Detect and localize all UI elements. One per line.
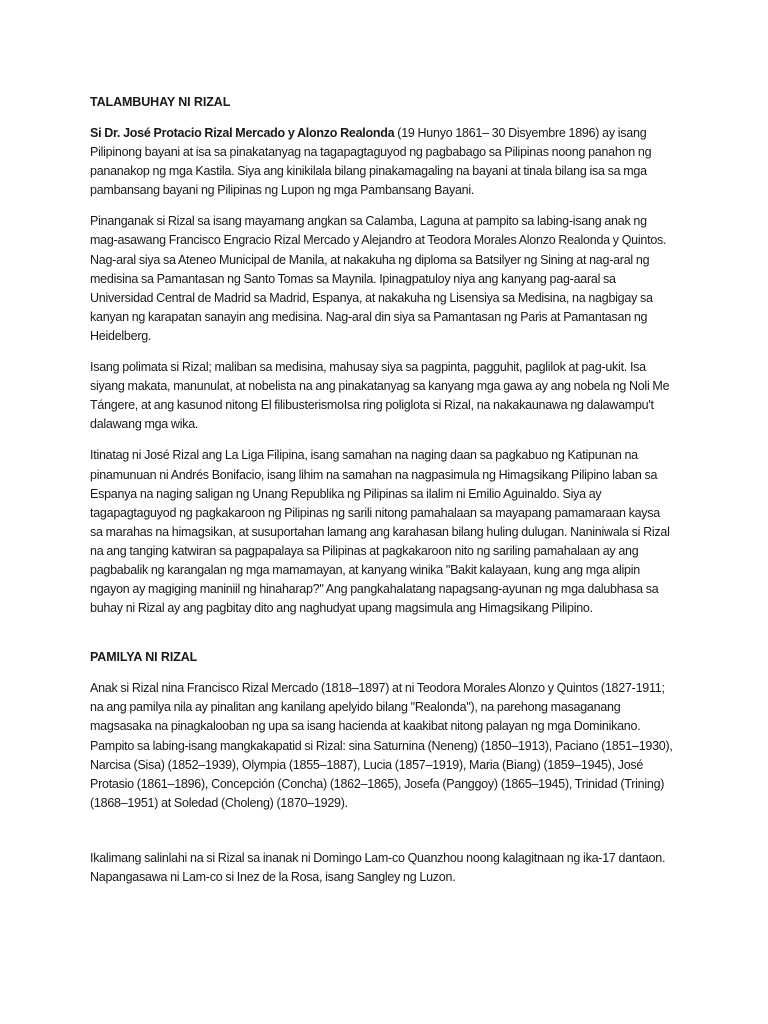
document-page xyxy=(90,93,675,899)
paragraph-ancestry: Ikalimang salinlahi na si Rizal sa inanak ni Domingo Lam-co Quanzhou noong kalagitnaan ng ika-17 dantaon. Napangasawa ni Lam-co si Inez de la Rosa, isang Sangley ng Luzon. xyxy=(90,850,666,884)
spacer xyxy=(90,825,675,849)
section-heading-talambuhay: TALAMBUHAY NI RIZAL xyxy=(90,95,231,109)
paragraph-intro xyxy=(90,124,675,200)
intro-bold-name: Si Dr. José Protacio Rizal Mercado y Alonzo Realonda xyxy=(90,126,395,140)
intro-rest: (19 Hunyo 1861– 30 Disyembre 1896) ay isang Pilipinong bayani at isa sa pinakatanyag na tagapagtaguyod ng pagbabago sa Pilipinas noong panahon ng pananakop ng mga Kastila. Siya ang kinikilala bilang pinakamagaling na bayani at tinala bilang isa sa mga pambansang bayani ng Pilipinas ng Lupon ng mga Pambansang Bayani. xyxy=(90,126,652,198)
paragraph-birth-education: Pinanganak si Rizal sa isang mayamang angkan sa Calamba, Laguna at pampito sa labing-isang anak ng mag-asawang Francisco Engracio Rizal Mercado y Alejandro at Teodora Morales Alonzo Realonda y Quintos. Nag-aral siya sa Ateneo Municipal de Manila, at nakakuha ng diploma sa Batsilyer ng Sining at nag-aral ng medisina sa Pamantasan ng Santo Tomas sa Maynila. Ipinagpatuloy niya ang kanyang pag-aaral sa Universidad Central de Madrid sa Madrid, Espanya, at nakakuha ng Lisensiya sa Medisina, na nagbigay sa kanyan ng karapatan sanayin ang medisina. Nag-aral din siya sa Pamantasan ng Paris at Pamantasan ng Heidelberg. xyxy=(90,214,667,343)
spacer xyxy=(90,630,675,648)
paragraph-polymath: Isang polimata si Rizal; maliban sa medisina, mahusay siya sa pagpinta, pagguhit, paglilok at pag-ukit. Isa siyang makata, manunulat, at nobelista na ang pinakatanyag sa kanyang mga gawa ay ang nobela ng Noli Me Tángere, at ang kasunod nitong El filibusterismoIsa ring poliglota si Rizal, na nakakaunawa ng dalawampu't dalawang mga wika. xyxy=(90,360,670,432)
paragraph-la-liga: Itinatag ni José Rizal ang La Liga Filipina, isang samahan na naging daan sa pagkabuo ng Katipunan na pinamunuan ni Andrés Bonifacio, isang lihim na samahan na nagpasimula ng Himagsikang Pilipino laban sa Espanya na naging saligan ng Unang Republika ng Pilipinas sa ilalim ni Emilio Aguinaldo. Siya ay tagapagtaguyod ng pagkakaroon ng Pilipinas ng sarili nitong pamahalaan sa mayapang pamamaraan kaysa sa marahas na himagsikan, at susuportahan lamang ang karahasan bilang huling dulugan. Naniniwala si Rizal na ang tanging katwiran sa pagpapalaya sa Pilipinas at pagkakaroon nito ng sariling pamahalaan ay ang pagbabalik ng karangalan ng mga mamamayan, at kanyang winika "Bakit kalayaan, kung ang mga alipin ngayon ay magiging maniniil ng hinaharap?" Ang pangkahalatang napagsang-ayunan ng mga dalubhasa sa buhay ni Rizal ay ang pagbitay dito ang naghudyat upang magsimula ang Himagsikang Pilipino. xyxy=(90,448,670,616)
section-heading-pamilya: PAMILYA NI RIZAL xyxy=(90,650,198,665)
paragraph-family: Anak si Rizal nina Francisco Rizal Mercado (1818–1897) at ni Teodora Morales Alonzo y Quintos (1827-1911; na ang pamilya nila ay pinalitan ang kanilang apelyido bilang "Realonda"), na parehong masaganang magsasaka na pinagkalooban ng upa sa isang hacienda at kaakibat nitong palayan ng mga Dominikano. Pampito sa labing-isang mangkakapatid si Rizal: sina Saturnina (Neneng) (1850–1913), Paciano (1851–1930), Narcisa (Sisa) (1852–1939), Olympia (1855–1887), Lucia (1857–1919), Maria (Biang) (1859–1945), José Protasio (1861–1896), Concepción (Concha) (1862–1865), Josefa (Panggoy) (1865–1945), Trinidad (Trining) (1868–1951) at Soledad (Choleng) (1870–1929). xyxy=(90,681,673,810)
